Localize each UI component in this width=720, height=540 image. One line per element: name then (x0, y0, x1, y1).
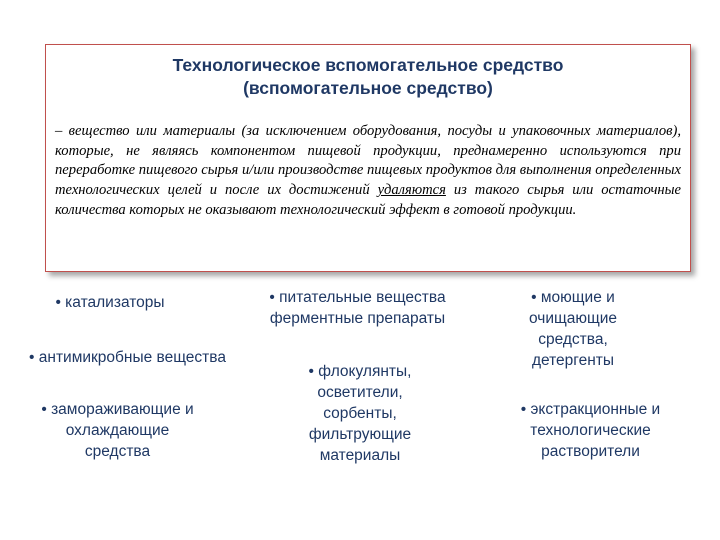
item-flocculants (280, 361, 440, 466)
item-line: детергенты (531, 352, 615, 369)
item-line: охлаждающие (65, 422, 170, 439)
item-line: растворители (541, 443, 640, 460)
item-line: очищающие (528, 310, 618, 327)
item-antimicrobials (10, 347, 245, 368)
item-line: средства, (538, 331, 608, 348)
item-line: средства (84, 443, 151, 460)
definition-text-part-1: – вещество или материалы (за исключением оборудования, посуды и упаковочных материалов), которые, не являясь компонентом пищевой продукции, преднамеренно используются при переработке пищевого сырья и/или производстве пищевых продуктов для выполнения определенных технологических целей и после их достижений (55, 123, 681, 199)
item-line: • моющие и (531, 289, 615, 306)
definition-underlined-word: удаляются (377, 182, 446, 199)
item-line: • замораживающие и (41, 401, 194, 418)
item-line: технологические (530, 422, 651, 439)
item-line: • экстракционные и (520, 401, 661, 418)
item-line: материалы (319, 447, 401, 464)
item-line: • питательные вещества (269, 289, 446, 306)
item-catalysts (30, 292, 190, 313)
item-nutrients-enzymes (240, 287, 475, 329)
title-line-2: (вспомогательное средство) (243, 78, 493, 98)
item-freezing-cooling (25, 399, 210, 462)
item-extraction-solvents (498, 399, 683, 462)
item-detergents (498, 287, 648, 371)
item-line: • антимикробные вещества (29, 349, 226, 366)
item-line: ферментные препараты (269, 310, 446, 327)
item-line: сорбенты, (323, 405, 397, 422)
item-line: осветители, (317, 384, 403, 401)
item-line: фильтрующие (308, 426, 412, 443)
item-line: • флокулянты, (308, 363, 412, 380)
definition-box (45, 44, 691, 272)
item-line: • катализаторы (55, 294, 165, 311)
title-line-1: Технологическое вспомогательное средство (172, 55, 564, 75)
definition-text (55, 122, 681, 221)
definition-text-part-2: из такого сырья или остаточные количества которых не оказывают технологический эффект в готовой продукции. (55, 182, 682, 218)
definition-title (46, 54, 690, 100)
